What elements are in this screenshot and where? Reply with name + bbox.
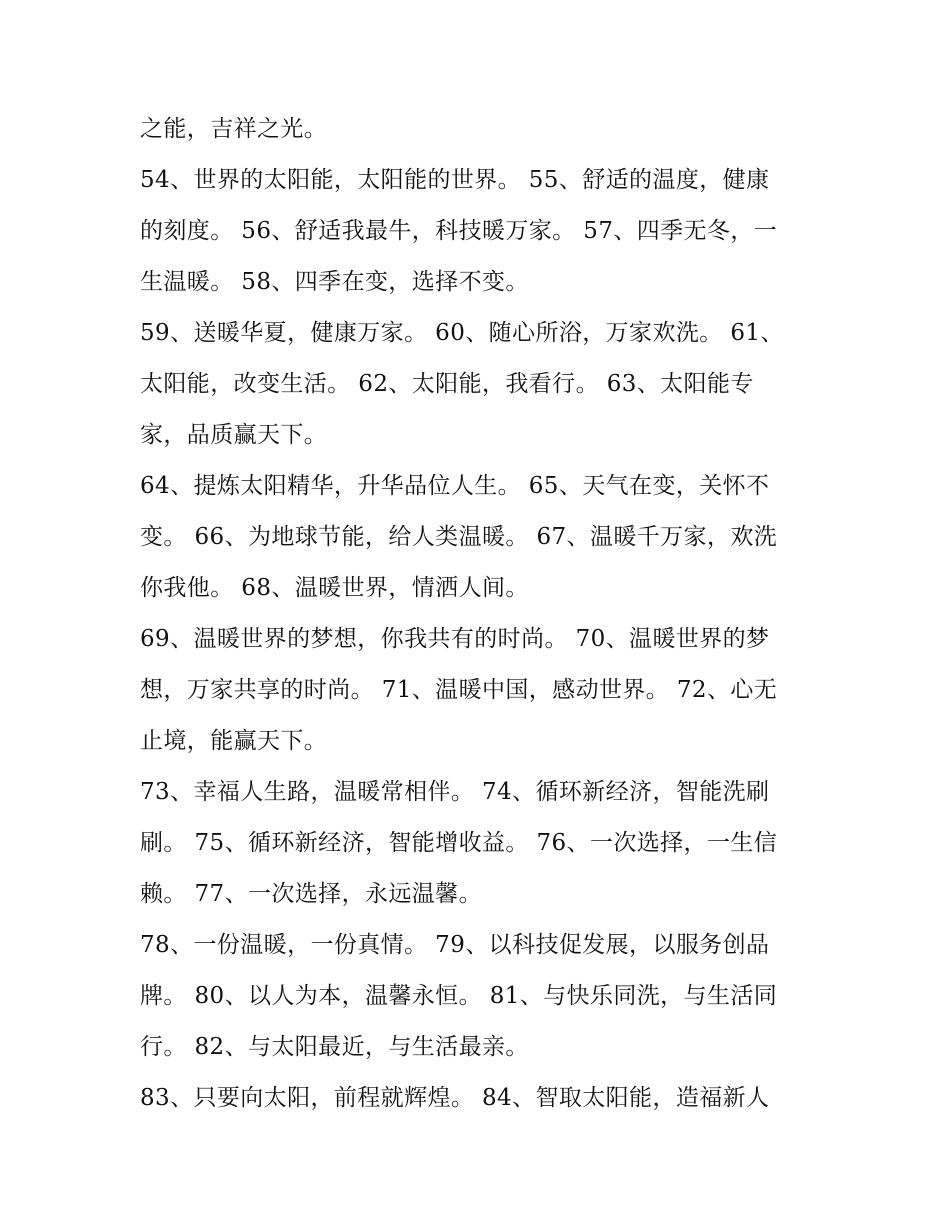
text-line: 刷。 75、循环新经济，智能增收益。 76、一次选择，一生信 — [140, 830, 778, 856]
text-line: 你我他。 68、温暖世界，情洒人间。 — [140, 575, 529, 601]
text-line: 54、世界的太阳能，太阳能的世界。 55、舒适的温度，健康 — [140, 167, 770, 193]
text-line: 行。 82、与太阳最近，与生活最亲。 — [140, 1034, 529, 1060]
text-line: 牌。 80、以人为本，温馨永恒。 81、与快乐同洗，与生活同 — [140, 983, 778, 1009]
text-line: 家，品质赢天下。 — [140, 422, 328, 448]
text-line: 止境，能赢天下。 — [140, 728, 328, 754]
text-line: 59、送暖华夏，健康万家。 60、随心所浴，万家欢洗。 61、 — [140, 320, 784, 346]
text-line: 之能，吉祥之光。 — [140, 116, 328, 142]
text-line: 想，万家共享的时尚。 71、温暖中国，感动世界。 72、心无 — [140, 677, 778, 703]
text-line: 变。 66、为地球节能，给人类温暖。 67、温暖千万家，欢洗 — [140, 524, 778, 550]
document-body — [140, 104, 800, 1124]
text-line: 73、幸福人生路，温暖常相伴。 74、循环新经济，智能洗刷 — [140, 779, 770, 805]
text-line: 太阳能，改变生活。 62、太阳能，我看行。 63、太阳能专 — [140, 371, 754, 397]
text-line: 83、只要向太阳，前程就辉煌。 84、智取太阳能，造福新人 — [140, 1085, 770, 1111]
text-line: 的刻度。 56、舒适我最牛，科技暖万家。 57、四季无冬，一 — [140, 218, 778, 244]
text-line: 78、一份温暖，一份真情。 79、以科技促发展，以服务创品 — [140, 932, 770, 958]
text-line: 生温暖。 58、四季在变，选择不变。 — [140, 269, 529, 295]
text-line: 64、提炼太阳精华，升华品位人生。 65、天气在变，关怀不 — [140, 473, 770, 499]
text-line: 69、温暖世界的梦想，你我共有的时尚。 70、温暖世界的梦 — [140, 626, 770, 652]
text-line: 赖。 77、一次选择，永远温馨。 — [140, 881, 482, 907]
